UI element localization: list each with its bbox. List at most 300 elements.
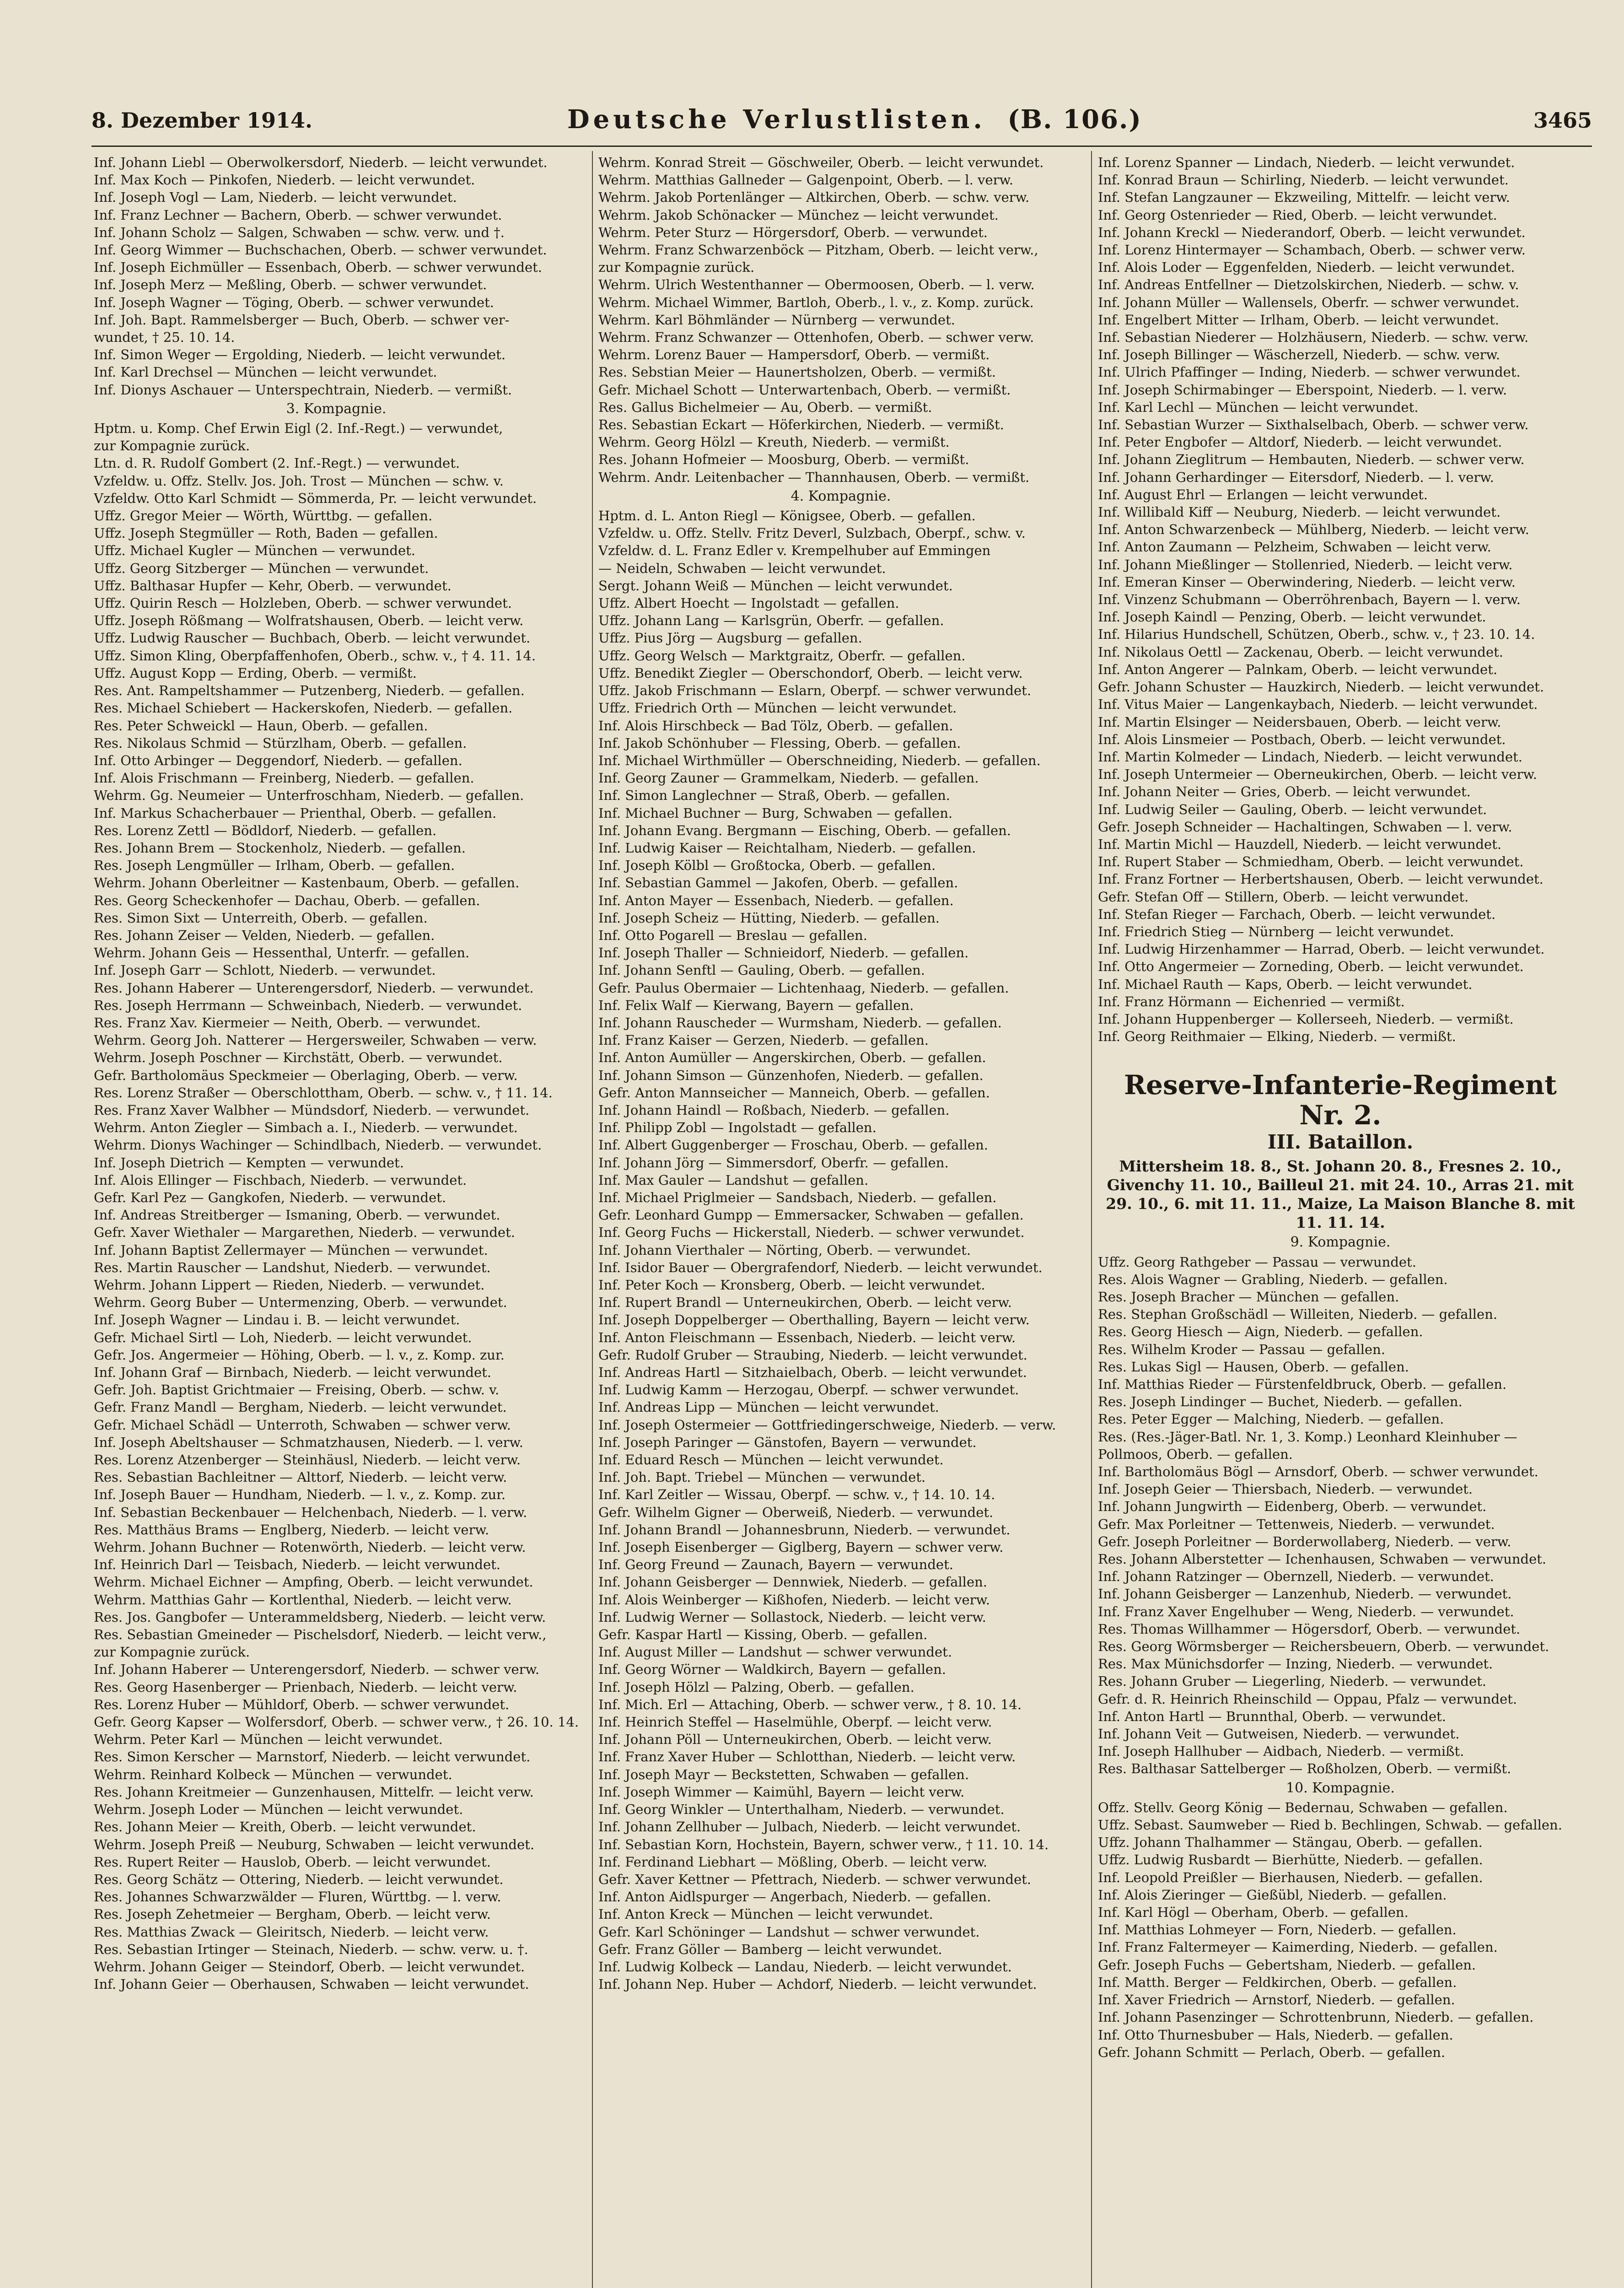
- casualty-entry: Gefr. Joseph Fuchs — Gebertsham, Niederb. — gefallen.: [1098, 1957, 1476, 1973]
- casualty-entry: Inf. Georg Zauner — Grammelkam, Niederb. — gefallen.: [598, 770, 979, 786]
- casualty-entry: Inf. Otto Thurnesbuber — Hals, Niederb. — gefallen.: [1098, 2027, 1453, 2043]
- casualty-entry: Res. Johann Brem — Stockenholz, Niederb. — gefallen.: [94, 840, 466, 856]
- casualty-entry: Inf. Georg Wimmer — Buchschachen, Oberb. — schwer verwundet.: [94, 242, 547, 258]
- casualty-entry: Wehrm. Franz Schwarzenböck — Pitzham, Oberb. — leicht verw.,: [598, 242, 1038, 258]
- casualty-entry: Inf. Georg Ostenrieder — Ried, Oberb. — leicht verwundet.: [1098, 207, 1497, 223]
- casualty-entry: Inf. Felix Walf — Kierwang, Bayern — gefallen.: [598, 997, 914, 1013]
- casualty-entry: Inf. Joseph Eisenberger — Giglberg, Bayern — schwer verw.: [598, 1539, 1004, 1555]
- casualty-entry: Res. Georg Hasenberger — Prienbach, Niederb. — leicht verw.: [94, 1679, 517, 1695]
- casualty-entry: Inf. Anton Kreck — München — leicht verwundet.: [598, 1906, 933, 1922]
- casualty-entry: Inf. Karl Zeitler — Wissau, Oberpf. — schw. v., † 14. 10. 14.: [598, 1487, 995, 1503]
- casualty-entry: Inf. Andreas Lipp — München — leicht verwundet.: [598, 1399, 939, 1415]
- casualty-entry: Inf. Mich. Erl — Attaching, Oberb. — schwer verw., † 8. 10. 14.: [598, 1696, 1022, 1712]
- casualty-entry: Res. Peter Schweickl — Haun, Oberb. — gefallen.: [94, 718, 428, 734]
- casualty-entry: Res. Sebastian Bachleitner — Alttorf, Niederb. — leicht verw.: [94, 1469, 507, 1485]
- casualty-entry: Inf. Ulrich Pfaffinger — Inding, Niederb. — schwer verwundet.: [1098, 364, 1521, 380]
- casualty-entry: Inf. Stefan Rieger — Farchach, Oberb. — leicht verwundet.: [1098, 906, 1496, 922]
- casualty-entry: Inf. August Miller — Landshut — schwer verwundet.: [598, 1644, 952, 1660]
- casualty-entry: Inf. Konrad Braun — Schirling, Niederb. — leicht verwundet.: [1098, 172, 1509, 188]
- column-left: [94, 154, 579, 2288]
- casualty-entry: Wehrm. Peter Sturz — Hörgersdorf, Oberb. — verwundet.: [598, 224, 988, 240]
- casualty-entry: Gefr. Joh. Baptist Grichtmaier — Freising, Oberb. — schw. v.: [94, 1382, 500, 1398]
- casualty-entry: — Neideln, Schwaben — leicht verwundet.: [598, 560, 886, 576]
- casualty-entry: Wehrm. Johann Buchner — Rotenwörth, Niederb. — leicht verw.: [94, 1539, 526, 1555]
- casualty-entry: Res. Lorenz Atzenberger — Steinhäusl, Niederb. — leicht verw.: [94, 1452, 521, 1468]
- header-title: [567, 104, 1142, 135]
- casualty-entry: Inf. Johann Graf — Birnbach, Niederb. — leicht verwundet.: [94, 1365, 492, 1381]
- casualty-entry: Uffz. Quirin Resch — Holzleben, Oberb. — schwer verwundet.: [94, 595, 512, 611]
- casualty-entry: Inf. Franz Xaver Huber — Schlotthan, Niederb. — leicht verw.: [598, 1749, 1016, 1765]
- battalion-heading: III. Bataillon.: [1267, 1131, 1414, 1154]
- casualty-entry: Inf. Johann Geisberger — Dennwiek, Niederb. — gefallen.: [598, 1574, 988, 1590]
- casualty-entry: Inf. Franz Fortner — Herbertshausen, Oberb. — leicht verwundet.: [1098, 871, 1543, 887]
- casualty-entry: Wehrm. Georg Buber — Untermenzing, Oberb. — verwundet.: [94, 1295, 507, 1311]
- casualty-entry: Inf. Franz Kaiser — Gerzen, Niederb. — gefallen.: [598, 1032, 929, 1048]
- casualty-entry: Inf. Joseph Kölbl — Großtocka, Oberb. — gefallen.: [598, 858, 936, 874]
- casualty-entry: Res. Joseph Lengmüller — Irlham, Oberb. — gefallen.: [94, 858, 455, 874]
- casualty-entry: Inf. Johann Zieglitrum — Hembauten, Niederb. — schwer verw.: [1098, 452, 1525, 468]
- casualty-entry: Inf. Nikolaus Oettl — Zackenau, Oberb. — leicht verwundet.: [1098, 644, 1504, 660]
- casualty-entry: Inf. Joseph Wagner — Lindau i. B. — leicht verwundet.: [94, 1312, 460, 1328]
- company-heading: 10. Kompagnie.: [1286, 1780, 1395, 1796]
- casualty-entry: Inf. Matthias Rieder — Fürstenfeldbruck, Oberb. — gefallen.: [1098, 1376, 1507, 1392]
- casualty-entry: Inf. Lorenz Hintermayer — Schambach, Oberb. — schwer verw.: [1098, 242, 1526, 258]
- casualty-entry: Inf. Michael Wirthmüller — Oberschneiding, Niederb. — gefallen.: [598, 752, 1041, 768]
- casualty-entry: Wehrm. Johann Geiger — Steindorf, Oberb. — leicht verwundet.: [94, 1959, 525, 1975]
- casualty-entry: Res. Johann Kreitmeier — Gunzenhausen, Mittelfr. — leicht verw.: [94, 1784, 534, 1800]
- casualty-entry: Uffz. Balthasar Hupfer — Kehr, Oberb. — verwundet.: [94, 577, 452, 594]
- casualty-entry: Inf. Jakob Schönhuber — Flessing, Oberb. — gefallen.: [598, 735, 961, 751]
- casualty-entry: Inf. Joseph Untermeier — Oberneukirchen, Oberb. — leicht verw.: [1098, 766, 1537, 782]
- casualty-entry: Wehrm. Peter Karl — München — leicht verwundet.: [94, 1732, 443, 1748]
- casualty-entry: Inf. Eduard Resch — München — leicht verwundet.: [598, 1452, 944, 1468]
- casualty-entry: Inf. Johann Müller — Wallensels, Oberfr. — schwer verwundet.: [1098, 294, 1520, 310]
- casualty-entry: Inf. Franz Lechner — Bachern, Oberb. — schwer verwundet.: [94, 207, 502, 223]
- casualty-entry: Inf. Matthias Lohmeyer — Forn, Niederb. — gefallen.: [1098, 1922, 1457, 1938]
- casualty-entry: Inf. Joseph Hallhuber — Aidbach, Niederb. — vermißt.: [1098, 1743, 1464, 1759]
- casualty-entry: Inf. Alois Frischmann — Freinberg, Niederb. — gefallen.: [94, 770, 474, 786]
- casualty-entry: Inf. Johann Veit — Gutweisen, Niederb. — verwundet.: [1098, 1726, 1460, 1742]
- casualty-entry: Inf. Sebastian Korn, Hochstein, Bayern, schwer verw., † 11. 10. 14.: [598, 1836, 1049, 1852]
- casualty-entry: Wehrm. Matthias Gahr — Kortlenthal, Niederb. — leicht verw.: [94, 1592, 512, 1608]
- casualty-entry: Inf. Joseph Thaller — Schnieidorf, Niederb. — gefallen.: [598, 945, 969, 961]
- casualty-entry: Inf. Philipp Zobl — Ingolstadt — gefallen.: [598, 1120, 877, 1136]
- casualty-entry: Inf. Karl Drechsel — München — leicht verwundet.: [94, 364, 437, 380]
- casualty-entry: Res. Martin Rauscher — Landshut, Niederb. — verwundet.: [94, 1259, 491, 1275]
- casualty-entry: Inf. Leopold Preißler — Bierhausen, Niederb. — gefallen.: [1098, 1869, 1483, 1885]
- casualty-entry: Wehrm. Anton Ziegler — Simbach a. I., Niederb. — verwundet.: [94, 1120, 518, 1136]
- casualty-entry: Gefr. Rudolf Gruber — Straubing, Niederb. — leicht verwundet.: [598, 1347, 1027, 1363]
- casualty-entry: Wehrm. Michael Eichner — Ampfing, Oberb. — leicht verwundet.: [94, 1574, 533, 1590]
- page-header: [91, 104, 1592, 141]
- casualty-entry: Inf. Heinrich Steffel — Haselmühle, Oberpf. — leicht verw.: [598, 1714, 992, 1730]
- casualty-entry: Gefr. Michael Sirtl — Loh, Niederb. — leicht verwundet.: [94, 1329, 472, 1345]
- casualty-entry: Inf. Johann Huppenberger — Kollerseeh, Niederb. — vermißt.: [1098, 1011, 1514, 1027]
- casualty-entry: Res. Jos. Gangbofer — Unterammeldsberg, Niederb. — leicht verw.: [94, 1609, 546, 1625]
- casualty-entry: Inf. Joseph Eichmüller — Essenbach, Oberb. — schwer verwundet.: [94, 259, 543, 275]
- casualty-entry: Gefr. Leonhard Gumpp — Emmersacker, Schwaben — gefallen.: [598, 1207, 1024, 1223]
- casualty-entry: Gefr. Georg Kapser — Wolfersdorf, Oberb. — schwer verw., † 26. 10. 14.: [94, 1714, 579, 1730]
- casualty-entry: Inf. Joseph Kaindl — Penzing, Oberb. — leicht verwundet.: [1098, 609, 1486, 625]
- casualty-entry: Res. Johannes Schwarzwälder — Fluren, Württbg. — l. verw.: [94, 1889, 501, 1905]
- header-page-number: 3465: [1533, 108, 1592, 133]
- casualty-entry: Gefr. Joseph Porleitner — Borderwollaberg, Niederb. — verw.: [1098, 1533, 1511, 1549]
- casualty-entry: Inf. Sebastian Niederer — Holzhäusern, Niederb. — schw. verw.: [1098, 329, 1529, 345]
- casualty-entry: Uffz. Georg Welsch — Marktgraitz, Oberfr. — gefallen.: [598, 648, 966, 664]
- casualty-entry: Inf. Alois Ellinger — Fischbach, Niederb. — verwundet.: [94, 1172, 467, 1188]
- casualty-entry: zur Kompagnie zurück.: [94, 438, 250, 454]
- casualty-entry: Inf. Heinrich Darl — Teisbach, Niederb. — leicht verwundet.: [94, 1557, 500, 1573]
- casualty-entry: Res. Matthäus Brams — Englberg, Niederb. — leicht verw.: [94, 1522, 489, 1538]
- casualty-entry: Wehrm. Johann Lippert — Rieden, Niederb. — verwundet.: [94, 1277, 485, 1293]
- casualty-entry: Res. Ant. Rampeltshammer — Putzenberg, Niederb. — gefallen.: [94, 683, 525, 699]
- casualty-entry: Wehrm. Franz Schwanzer — Ottenhofen, Oberb. — schwer verw.: [598, 329, 1034, 345]
- casualty-entry: Hptm. u. Komp. Chef Erwin Eigl (2. Inf.-Regt.) — verwundet,: [94, 421, 503, 437]
- casualty-entry: Gefr. Karl Pez — Gangkofen, Niederb. — verwundet.: [94, 1189, 446, 1205]
- casualty-entry: Inf. Anton Mayer — Essenbach, Niederb. — gefallen.: [598, 892, 954, 908]
- casualty-entry: Inf. Johann Geisberger — Lanzenhub, Niederb. — verwundet.: [1098, 1586, 1512, 1602]
- casualty-entry: Inf. Michael Buchner — Burg, Schwaben — gefallen.: [598, 805, 953, 821]
- casualty-entry: Inf. Anton Aidlspurger — Angerbach, Niederb. — gefallen.: [598, 1889, 991, 1905]
- casualty-entry: Inf. Dionys Aschauer — Unterspechtrain, Niederb. — vermißt.: [94, 382, 512, 398]
- casualty-entry: Res. Georg Hiesch — Aign, Niederb. — gefallen.: [1098, 1324, 1423, 1340]
- casualty-entry: Inf. Markus Schacherbauer — Prienthal, Oberb. — gefallen.: [94, 805, 497, 821]
- casualty-entry: Uffz. Joseph Stegmüller — Roth, Baden — gefallen.: [94, 525, 438, 541]
- casualty-entry: Gefr. Michael Schott — Unterwartenbach, Oberb. — vermißt.: [598, 382, 1011, 398]
- casualty-entry: Inf. Stefan Langzauner — Ekzweiling, Mittelfr. — leicht verw.: [1098, 189, 1510, 205]
- header-rule: [91, 146, 1592, 147]
- casualty-entry: Inf. Michael Priglmeier — Sandsbach, Niederb. — gefallen.: [598, 1189, 997, 1205]
- casualty-entry: Res. (Res.-Jäger-Batl. Nr. 1, 3. Komp.) Leonhard Kleinhuber —: [1098, 1429, 1517, 1445]
- casualty-entry: Uffz. Albert Hoecht — Ingolstadt — gefallen.: [598, 595, 899, 611]
- casualty-entry: Gefr. Franz Göller — Bamberg — leicht verwundet.: [598, 1941, 942, 1957]
- casualty-entry: Gefr. Franz Mandl — Bergham, Niederb. — leicht verwundet.: [94, 1399, 507, 1415]
- casualty-entry: Res. Peter Egger — Malching, Niederb. — gefallen.: [1098, 1411, 1444, 1427]
- casualty-entry: Vzfeldw. Otto Karl Schmidt — Sömmerda, Pr. — leicht verwundet.: [94, 490, 537, 506]
- casualty-entry: Inf. Anton Fleischmann — Essenbach, Niederb. — leicht verw.: [598, 1329, 1016, 1345]
- casualty-entry: wundet, † 25. 10. 14.: [94, 329, 235, 345]
- casualty-entry: Inf. Johann Kreckl — Niederandorf, Oberb. — leicht verwundet.: [1098, 224, 1526, 240]
- casualty-entry: Inf. Ludwig Hirzenhammer — Harrad, Oberb. — leicht verwundet.: [1098, 941, 1545, 957]
- casualty-entry: Inf. Alois Zieringer — Gießübl, Niederb. — gefallen.: [1098, 1887, 1447, 1903]
- casualty-entry: Inf. Joseph Billinger — Wäscherzell, Niederb. — schw. verw.: [1098, 347, 1500, 363]
- casualty-entry: Inf. Andreas Entfellner — Dietzolskirchen, Niederb. — schw. v.: [1098, 277, 1519, 293]
- casualty-entry: Inf. Otto Angermeier — Zorneding, Oberb. — leicht verwundet.: [1098, 959, 1524, 975]
- casualty-entry: Inf. Otto Pogarell — Breslau — gefallen.: [598, 927, 867, 943]
- casualty-entry: Inf. Ludwig Seiler — Gauling, Oberb. — leicht verwundet.: [1098, 801, 1487, 817]
- casualty-entry: zur Kompagnie zurück.: [94, 1644, 250, 1660]
- casualty-entry: Uffz. Georg Sitzberger — München — verwundet.: [94, 560, 429, 576]
- casualty-entry: Inf. Joseph Vogl — Lam, Niederb. — leicht verwundet.: [94, 189, 457, 205]
- casualty-entry: Res. Johann Meier — Kreith, Oberb. — leicht verwundet.: [94, 1819, 476, 1835]
- casualty-entry: Inf. Joseph Mayr — Beckstetten, Schwaben — gefallen.: [598, 1766, 969, 1782]
- casualty-entry: Inf. Johann Scholz — Salgen, Schwaben — schw. verw. und †.: [94, 224, 505, 240]
- casualty-entry: Inf. Andreas Streitberger — Ismaning, Oberb. — verwundet.: [94, 1207, 500, 1223]
- casualty-entry: Inf. Johann Ratzinger — Obernzell, Niederb. — verwundet.: [1098, 1569, 1494, 1585]
- casualty-entry: Inf. Alois Loder — Eggenfelden, Niederb. — leicht verwundet.: [1098, 259, 1515, 275]
- header-date: 8. Dezember 1914.: [91, 108, 312, 133]
- casualty-entry: Gefr. Xaver Kettner — Pfettrach, Niederb. — schwer verwundet.: [598, 1871, 1032, 1887]
- casualty-entry: Gefr. Jos. Angermeier — Höhing, Oberb. — l. v., z. Komp. zur.: [94, 1347, 505, 1363]
- casualty-entry: Res. Wilhelm Kroder — Passau — gefallen.: [1098, 1341, 1386, 1357]
- casualty-entry: Vzfeldw. d. L. Franz Edler v. Krempelhuber auf Emmingen: [598, 543, 991, 559]
- casualty-entry: Inf. Anton Aumüller — Angerskirchen, Oberb. — gefallen.: [598, 1050, 986, 1066]
- casualty-entry: Res. Georg Scheckenhofer — Dachau, Oberb. — gefallen.: [94, 892, 480, 908]
- casualty-entry: Ltn. d. R. Rudolf Gombert (2. Inf.-Regt.) — verwundet.: [94, 455, 460, 471]
- column-divider: [592, 151, 593, 2288]
- casualty-entry: Res. Georg Wörmsberger — Reichersbeuern, Oberb. — verwundet.: [1098, 1639, 1549, 1655]
- casualty-entry: Inf. Joseph Geier — Thiersbach, Niederb. — verwundet.: [1098, 1481, 1473, 1497]
- casualty-entry: Inf. Johann Baptist Zellermayer — München — verwundet.: [94, 1242, 488, 1258]
- casualty-entry: Inf. Vitus Maier — Langenkaybach, Niederb. — leicht verwundet.: [1098, 696, 1538, 712]
- casualty-entry: Wehrm. Reinhard Kolbeck — München — verwundet.: [94, 1766, 452, 1782]
- casualty-entry: Inf. Johann Senftl — Gauling, Oberb. — gefallen.: [598, 962, 925, 978]
- casualty-entry: Inf. Alois Weinberger — Kißhofen, Niederb. — leicht verw.: [598, 1592, 990, 1608]
- casualty-entry: Wehrm. Joseph Preiß — Neuburg, Schwaben — leicht verwundet.: [94, 1836, 535, 1852]
- casualty-entry: Wehrm. Johann Oberleitner — Kastenbaum, Oberb. — gefallen.: [94, 875, 520, 891]
- casualty-entry: Vzfeldw. u. Offz. Stellv. Jos. Joh. Trost — München — schw. v.: [94, 473, 504, 489]
- column-right: [1098, 154, 1583, 2288]
- casualty-entry: Res. Simon Sixt — Unterreith, Oberb. — gefallen.: [94, 910, 428, 926]
- casualty-entry: Res. Lukas Sigl — Hausen, Oberb. — gefallen.: [1098, 1359, 1409, 1375]
- casualty-entry: Inf. Joseph Hölzl — Palzing, Oberb. — gefallen.: [598, 1679, 914, 1695]
- casualty-entry: Inf. Peter Engbofer — Altdorf, Niederb. — leicht verwundet.: [1098, 434, 1502, 450]
- casualty-entry: Uffz. Friedrich Orth — München — leicht verwundet.: [598, 700, 957, 716]
- casualty-entry: Inf. Johann Liebl — Oberwolkersdorf, Niederb. — leicht verwundet.: [94, 155, 548, 170]
- header-issue: (B. 106.): [1007, 104, 1142, 135]
- casualty-entry: Wehrm. Dionys Wachinger — Schindlbach, Niederb. — verwundet.: [94, 1137, 542, 1153]
- casualty-entry: Res. Nikolaus Schmid — Stürzlham, Oberb. — gefallen.: [94, 735, 467, 751]
- casualty-entry: Res. Matthias Zwack — Gleiritsch, Niederb. — leicht verw.: [94, 1924, 489, 1940]
- casualty-entry: Inf. Georg Wörner — Waldkirch, Bayern — gefallen.: [598, 1662, 946, 1678]
- casualty-entry: Inf. Joseph Abeltshauser — Schmatzhausen, Niederb. — l. verw.: [94, 1434, 523, 1450]
- casualty-entry: Res. Johann Gruber — Liegerling, Niederb. — verwundet.: [1098, 1673, 1486, 1689]
- casualty-entry: Inf. Michael Rauth — Kaps, Oberb. — leicht verwundet.: [1098, 976, 1473, 992]
- casualty-entry: Gefr. Stefan Off — Stillern, Oberb. — leicht verwundet.: [1098, 889, 1469, 905]
- casualty-entry: Inf. Xaver Friedrich — Arnstorf, Niederb. — gefallen.: [1098, 1992, 1455, 2008]
- header-publication-title: Deutsche Verlustlisten.: [567, 104, 986, 135]
- casualty-entry: Res. Lorenz Zettl — Bödldorf, Niederb. — gefallen.: [94, 822, 437, 838]
- battle-list: Mittersheim 18. 8., St. Johann 20. 8., Fresnes 2. 10., Givenchy 11. 10., Bailleul 21. mit 24. 10., Arras 21. mit 29. 10., 6. mit 11. 11., Maize, La Maison Blanche 8. mit 11. 11. 14.: [1106, 1157, 1575, 1232]
- casualty-entry: Inf. Emeran Kinser — Oberwindering, Niederb. — leicht verw.: [1098, 574, 1516, 590]
- casualty-entry: Inf. Johann Gerhardinger — Eitersdorf, Niederb. — l. verw.: [1098, 469, 1494, 485]
- casualty-entry: Wehrm. Ulrich Westenthanner — Obermoosen, Oberb. — l. verw.: [598, 277, 1035, 293]
- casualty-entry: Res. Michael Schiebert — Hackerskofen, Niederb. — gefallen.: [94, 700, 513, 716]
- casualty-entry: Pollmoos, Oberb. — gefallen.: [1098, 1446, 1293, 1462]
- casualty-entry: Inf. Andreas Hartl — Sitzhaielbach, Oberb. — leicht verwundet.: [598, 1365, 1027, 1381]
- casualty-entry: Inf. Joh. Bapt. Rammelsberger — Buch, Oberb. — schwer ver-: [94, 312, 510, 328]
- casualty-entry: Gefr. d. R. Heinrich Rheinschild — Oppau, Pfalz — verwundet.: [1098, 1691, 1517, 1707]
- casualty-entry: Gefr. Michael Schädl — Unterroth, Schwaben — schwer verw.: [94, 1417, 511, 1433]
- casualty-entry: Uffz. Johann Thalhammer — Stängau, Oberb. — gefallen.: [1098, 1835, 1483, 1851]
- casualty-entry: Res. Simon Kerscher — Marnstorf, Niederb. — leicht verwundet.: [94, 1749, 531, 1765]
- casualty-entry: Inf. Max Gauler — Landshut — gefallen.: [598, 1172, 869, 1188]
- casualty-entry: Inf. Franz Hörmann — Eichenried — vermißt.: [1098, 993, 1405, 1009]
- casualty-entry: Res. Gallus Bichelmeier — Au, Oberb. — vermißt.: [598, 399, 932, 415]
- casualty-entry: Uffz. August Kopp — Erding, Oberb. — vermißt.: [94, 665, 417, 681]
- casualty-entry: Inf. Joseph Dietrich — Kempten — verwundet.: [94, 1155, 404, 1171]
- company-heading: 4. Kompagnie.: [790, 488, 891, 504]
- casualty-entry: Uffz. Ludwig Rusbardt — Bierhütte, Niederb. — gefallen.: [1098, 1852, 1483, 1868]
- casualty-entry: Uffz. Johann Lang — Karlsgrün, Oberfr. — gefallen.: [598, 613, 944, 629]
- casualty-entry: Gefr. Bartholomäus Speckmeier — Oberlaging, Oberb. — verw.: [94, 1067, 518, 1083]
- casualty-entry: Res. Joseph Lindinger — Buchet, Niederb. — gefallen.: [1098, 1394, 1463, 1410]
- casualty-entry: Res. Joseph Bracher — München — gefallen.: [1098, 1289, 1399, 1305]
- casualty-entry: Uffz. Michael Kugler — München — verwundet.: [94, 543, 416, 559]
- casualty-entry: Res. Thomas Willhammer — Högersdorf, Oberb. — verwundet.: [1098, 1621, 1521, 1637]
- casualty-entry: Inf. Joseph Doppelberger — Oberthalling, Bayern — leicht verw.: [598, 1312, 1030, 1328]
- column-divider: [1091, 151, 1092, 2288]
- casualty-entry: Wehrm. Jakob Portenlänger — Altkirchen, Oberb. — schw. verw.: [598, 189, 1030, 205]
- casualty-entry: Inf. Joseph Schirmabinger — Eberspoint, Niederb. — l. verw.: [1098, 382, 1507, 398]
- casualty-entry: Inf. Joh. Bapt. Triebel — München — verwundet.: [598, 1469, 926, 1485]
- casualty-entry: Inf. Karl Lechl — München — leicht verwundet.: [1098, 399, 1419, 415]
- casualty-entry: Inf. Franz Xaver Engelhuber — Weng, Niederb. — verwundet.: [1098, 1603, 1514, 1619]
- casualty-entry: Inf. Johann Pasenzinger — Schrottenbrunn, Niederb. — gefallen.: [1098, 2009, 1534, 2025]
- casualty-entry: Inf. Rupert Brandl — Unterneukirchen, Oberb. — leicht verw.: [598, 1295, 1012, 1311]
- casualty-entry: Res. Johann Alberstetter — Ichenhausen, Schwaben — verwundet.: [1098, 1551, 1547, 1567]
- casualty-entry: Inf. Johann Nep. Huber — Achdorf, Niederb. — leicht verwundet.: [598, 1976, 1037, 1992]
- casualty-entry: Wehrm. Michael Wimmer, Bartloh, Oberb., l. v., z. Komp. zurück.: [598, 294, 1034, 310]
- casualty-entry: Inf. Isidor Bauer — Obergrafendorf, Niederb. — leicht verwundet.: [598, 1259, 1043, 1275]
- casualty-entry: Gefr. Joseph Schneider — Hachaltingen, Schwaben — l. verw.: [1098, 819, 1512, 835]
- casualty-entry: Uffz. Benedikt Ziegler — Oberschondorf, Oberb. — leicht verw.: [598, 665, 1023, 681]
- casualty-entry: Res. Franz Xaver Walbher — Mündsdorf, Niederb. — verwundet.: [94, 1102, 530, 1118]
- casualty-entry: Inf. Joseph Ostermeier — Gottfriedingerschweige, Niederb. — verw.: [598, 1417, 1056, 1433]
- casualty-entry: Wehrm. Matthias Gallneder — Galgenpoint, Oberb. — l. verw.: [598, 172, 1014, 188]
- casualty-entry: Res. Sebastian Gmeineder — Pischelsdorf, Niederb. — leicht verw.,: [94, 1627, 547, 1643]
- casualty-entry: Inf. Ludwig Kamm — Herzogau, Oberpf. — schwer verwundet.: [598, 1382, 1019, 1398]
- casualty-entry: Gefr. Johann Schuster — Hauzkirch, Niederb. — leicht verwundet.: [1098, 679, 1544, 695]
- casualty-entry: Wehrm. Karl Böhmländer — Nürnberg — verwundet.: [598, 312, 955, 328]
- casualty-entry: Inf. Simon Langlechner — Straß, Oberb. — gefallen.: [598, 788, 950, 804]
- casualty-entry: Inf. Ludwig Kaiser — Reichtalham, Niederb. — gefallen.: [598, 840, 976, 856]
- casualty-entry: Inf. Matth. Berger — Feldkirchen, Oberb. — gefallen.: [1098, 1974, 1457, 1990]
- casualty-entry: Inf. Joseph Merz — Meßling, Oberb. — schwer verwundet.: [94, 277, 487, 293]
- casualty-entry: Wehrm. Konrad Streit — Göschweiler, Oberb. — leicht verwundet.: [598, 155, 1044, 170]
- casualty-entry: Inf. Ferdinand Liebhart — Mößling, Oberb. — leicht verw.: [598, 1854, 988, 1870]
- casualty-entry: Uffz. Pius Jörg — Augsburg — gefallen.: [598, 630, 862, 646]
- casualty-entry: Inf. Anton Schwarzenbeck — Mühlberg, Niederb. — leicht verw.: [1098, 522, 1529, 538]
- casualty-entry: Inf. Anton Angerer — Palnkam, Oberb. — leicht verwundet.: [1098, 661, 1498, 677]
- casualty-entry: Inf. Johann Rauscheder — Wurmsham, Niederb. — gefallen.: [598, 1014, 1002, 1031]
- casualty-entry: Vzfeldw. u. Offz. Stellv. Fritz Deverl, Sulzbach, Oberpf., schw. v.: [598, 525, 1026, 541]
- casualty-entry: Inf. Simon Weger — Ergolding, Niederb. — leicht verwundet.: [94, 347, 506, 363]
- casualty-entry: Res. Lorenz Straßer — Oberschlottham, Oberb. — schw. v., † 11. 14.: [94, 1085, 553, 1101]
- casualty-entry: Inf. Sebastian Wurzer — Sixthalselbach, Oberb. — schwer verw.: [1098, 417, 1529, 433]
- casualty-entry: Res. Lorenz Huber — Mühldorf, Oberb. — schwer verwundet.: [94, 1696, 510, 1712]
- casualty-entry: Uffz. Joseph Rößmang — Wolfratshausen, Oberb. — leicht verw.: [94, 613, 524, 629]
- casualty-entry: Inf. Joseph Garr — Schlott, Niederb. — verwundet.: [94, 962, 436, 978]
- casualty-entry: Res. Sebastian Eckart — Höferkirchen, Niederb. — vermißt.: [598, 417, 1004, 433]
- casualty-entry: Inf. Anton Hartl — Brunnthal, Oberb. — verwundet.: [1098, 1708, 1447, 1724]
- casualty-entry: Inf. Martin Elsinger — Neidersbauen, Oberb. — leicht verw.: [1098, 714, 1501, 730]
- casualty-entry: Inf. Joseph Scheiz — Hütting, Niederb. — gefallen.: [598, 910, 940, 926]
- casualty-entry: Inf. Johann Simson — Günzenhofen, Niederb. — gefallen.: [598, 1067, 984, 1083]
- casualty-entry: Wehrm. Georg Joh. Natterer — Hergersweiler, Schwaben — verw.: [94, 1032, 537, 1048]
- casualty-entry: Gefr. Karl Schöninger — Landshut — schwer verwundet.: [598, 1924, 980, 1940]
- casualty-entry: Res. Alois Wagner — Grabling, Niederb. — gefallen.: [1098, 1271, 1448, 1287]
- casualty-entry: Inf. Johann Neiter — Gries, Oberb. — leicht verwundet.: [1098, 784, 1471, 800]
- casualty-entry: Inf. Johann Haindl — Roßbach, Niederb. — gefallen.: [598, 1102, 950, 1118]
- casualty-entry: Res. Rupert Reiter — Hauslob, Oberb. — leicht verwundet.: [94, 1854, 491, 1870]
- casualty-entry: Inf. Johann Jörg — Simmersdorf, Oberfr. — gefallen.: [598, 1155, 949, 1171]
- casualty-entry: Gefr. Paulus Obermaier — Lichtenhaag, Niederb. — gefallen.: [598, 980, 1009, 996]
- casualty-entry: Inf. Hilarius Hundschell, Schützen, Oberb., schw. v., † 23. 10. 14.: [1098, 626, 1535, 642]
- casualty-entry: Res. Joseph Herrmann — Schweinbach, Niederb. — verwundet.: [94, 997, 522, 1013]
- casualty-entry: Sergt. Johann Weiß — München — leicht verwundet.: [598, 577, 953, 594]
- casualty-entry: Inf. Joseph Bauer — Hundham, Niederb. — l. v., z. Komp. zur.: [94, 1487, 506, 1503]
- casualty-entry: Inf. Johann Mießlinger — Stollenried, Niederb. — leicht verw.: [1098, 556, 1513, 572]
- casualty-entry: Inf. Alois Linsmeier — Postbach, Oberb. — leicht verwundet.: [1098, 731, 1506, 747]
- casualty-entry: Gefr. Max Porleitner — Tettenweis, Niederb. — verwundet.: [1098, 1516, 1495, 1532]
- casualty-entry: Wehrm. Andr. Leitenbacher — Thannhausen, Oberb. — vermißt.: [598, 469, 1030, 485]
- casualty-entry: Inf. Rupert Staber — Schmiedham, Oberb. — leicht verwundet.: [1098, 854, 1524, 870]
- casualty-entry: Hptm. d. L. Anton Riegl — Königsee, Oberb. — gefallen.: [598, 508, 976, 524]
- casualty-entry: Inf. Joseph Wagner — Töging, Oberb. — schwer verwundet.: [94, 294, 494, 310]
- casualty-entry: Inf. Johann Zellhuber — Julbach, Niederb. — leicht verwundet.: [598, 1819, 1021, 1835]
- casualty-entry: Res. Stephan Großschädl — Willeiten, Niederb. — gefallen.: [1098, 1306, 1498, 1322]
- casualty-entry: Inf. Johann Brandl — Johannesbrunn, Niederb. — verwundet.: [598, 1522, 1011, 1538]
- casualty-entry: Gefr. Johann Schmitt — Perlach, Oberb. — gefallen.: [1098, 2044, 1446, 2060]
- casualty-entry: Res. Johann Haberer — Unterengersdorf, Niederb. — verwundet.: [94, 980, 534, 996]
- casualty-entry: Inf. Georg Freund — Zaunach, Bayern — verwundet.: [598, 1557, 953, 1573]
- casualty-entry: Inf. Willibald Kiff — Neuburg, Niederb. — leicht verwundet.: [1098, 504, 1501, 520]
- casualty-entry: Wehrm. Joseph Poschner — Kirchstätt, Oberb. — verwundet.: [94, 1050, 503, 1066]
- casualty-entry: Gefr. Anton Mannseicher — Manneich, Oberb. — gefallen.: [598, 1085, 990, 1101]
- casualty-entry: Wehrm. Joseph Loder — München — leicht verwundet.: [94, 1802, 463, 1818]
- casualty-entry: Res. Johann Zeiser — Velden, Niederb. — gefallen.: [94, 927, 435, 943]
- casualty-entry: Inf. Martin Michl — Hauzdell, Niederb. — leicht verwundet.: [1098, 836, 1502, 852]
- casualty-entry: Uffz. Georg Rathgeber — Passau — verwundet.: [1098, 1254, 1416, 1270]
- casualty-entry: Res. Sebstian Meier — Haunertsholzen, Oberb. — vermißt.: [598, 364, 996, 380]
- casualty-entry: zur Kompagnie zurück.: [598, 259, 755, 275]
- casualty-entry: Inf. Bartholomäus Bögl — Arnsdorf, Oberb. — schwer verwundet.: [1098, 1464, 1538, 1479]
- casualty-entry: Inf. Johann Jungwirth — Eidenberg, Oberb. — verwundet.: [1098, 1499, 1487, 1515]
- casualty-entry: Inf. Engelbert Mitter — Irlham, Oberb. — leicht verwundet.: [1098, 312, 1500, 328]
- casualty-entry: Inf. Anton Zaumann — Pelzheim, Schwaben — leicht verw.: [1098, 539, 1491, 555]
- company-heading: 3. Kompagnie.: [286, 400, 387, 417]
- regiment-heading: Reserve-Infanterie-Regiment Nr. 2.: [1124, 1069, 1557, 1131]
- casualty-entry: Inf. August Ehrl — Erlangen — leicht verwundet.: [1098, 486, 1428, 502]
- casualty-entry: Uffz. Jakob Frischmann — Eslarn, Oberpf. — schwer verwundet.: [598, 683, 1032, 699]
- casualty-entry: Res. Joseph Zehetmeier — Bergham, Oberb. — leicht verw.: [94, 1906, 491, 1922]
- casualty-entry: Inf. Johann Geier — Oberhausen, Schwaben — leicht verwundet.: [94, 1976, 529, 1992]
- casualty-entry: Inf. Max Koch — Pinkofen, Niederb. — leicht verwundet.: [94, 172, 475, 188]
- casualty-entry: Wehrm. Lorenz Bauer — Hampersdorf, Oberb. — vermißt.: [598, 347, 990, 363]
- company-heading: 9. Kompagnie.: [1290, 1234, 1391, 1251]
- casualty-entry: Gefr. Kaspar Hartl — Kissing, Oberb. — gefallen.: [598, 1627, 928, 1643]
- casualty-entry: Inf. Karl Högl — Oberham, Oberb. — gefallen.: [1098, 1905, 1409, 1921]
- column-middle: [598, 154, 1083, 2288]
- casualty-entry: Inf. Johann Haberer — Unterengersdorf, Niederb. — schwer verw.: [94, 1662, 540, 1678]
- casualty-entry: Inf. Alois Hirschbeck — Bad Tölz, Oberb. — gefallen.: [598, 718, 953, 734]
- casualty-entry: Inf. Martin Kolmeder — Lindach, Niederb. — leicht verwundet.: [1098, 749, 1522, 765]
- casualty-entry: Inf. Albert Guggenberger — Froschau, Oberb. — gefallen.: [598, 1137, 988, 1153]
- casualty-entry: Inf. Vinzenz Schubmann — Oberröhrenbach, Bayern — l. verw.: [1098, 592, 1521, 608]
- casualty-entry: Offz. Stellv. Georg König — Bedernau, Schwaben — gefallen.: [1098, 1799, 1508, 1815]
- casualty-entry: Inf. Sebastian Gammel — Jakofen, Oberb. — gefallen.: [598, 875, 958, 891]
- casualty-entry: Inf. Georg Winkler — Unterthalham, Niederb. — verwundet.: [598, 1802, 1005, 1818]
- casualty-entry: Uffz. Gregor Meier — Wörth, Württbg. — gefallen.: [94, 508, 433, 524]
- casualty-entry: Inf. Johann Vierthaler — Nörting, Oberb. — verwundet.: [598, 1242, 971, 1258]
- casualty-entry: Uffz. Simon Kling, Oberpfaffenhofen, Oberb., schw. v., † 4. 11. 14.: [94, 648, 536, 664]
- casualty-entry: Wehrm. Gg. Neumeier — Unterfroschham, Niederb. — gefallen.: [94, 788, 524, 804]
- casualty-entry: Inf. Sebastian Beckenbauer — Helchenbach, Niederb. — l. verw.: [94, 1504, 527, 1520]
- casualty-entry: Inf. Ludwig Werner — Sollastock, Niederb. — leicht verw.: [598, 1609, 986, 1625]
- casualty-entry: Inf. Joseph Wimmer — Kaimühl, Bayern — leicht verw.: [598, 1784, 965, 1800]
- casualty-entry: Res. Max Münichsdorfer — Inzing, Niederb. — verwundet.: [1098, 1656, 1493, 1672]
